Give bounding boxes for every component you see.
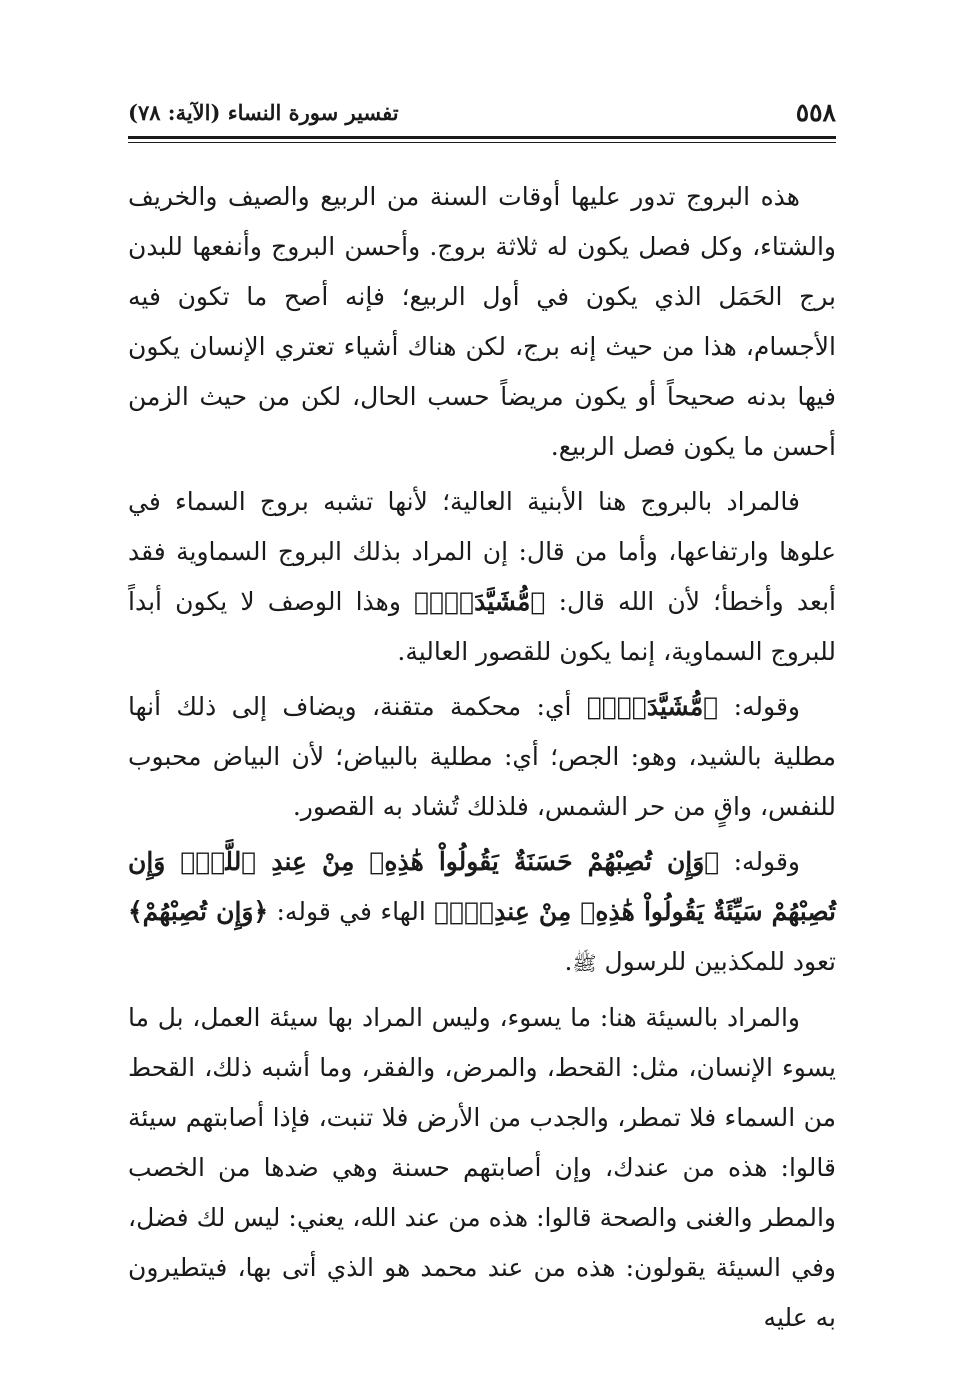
paragraph-hasana-sayyia-verse <box>128 837 836 988</box>
quran-quote: ﴿وَإِن تُصِبْهُمْ حَسَنَةٌ يَقُولُواْ هَٰذِهِۦ مِنْ عِندِ ٱللَّهِۖ وَإِن تُصِبْهُمْ سَيِّئَةٌ يَقُولُواْ هَٰذِهِۦ مِنْ عِندِكَۚ﴾ <box>128 847 836 926</box>
paragraph-text: وهذا الوصف لا يكون أبداً للبروج السماوية، إنما يكون للقصور العالية. <box>128 587 836 666</box>
paragraph-text: تعود للمكذبين للرسول <box>596 947 836 976</box>
quran-quote: ﴿مُّشَيَّدَةٍۗ﴾ <box>586 692 719 721</box>
quran-quote: ﴿وَإِن تُصِبْهُمْ﴾ <box>128 897 269 926</box>
paragraph-meaning-of-sayyia: والمراد بالسيئة هنا: ما يسوء، وليس المراد بها سيئة العمل، بل ما يسوء الإنسان، مثل: القحط، والمرض، والفقر، وما أشبه ذلك، القحط من السماء فلا تمطر، والجدب من الأرض فلا تنبت، فإذا أصابتهم سيئة قالوا: هذه من عندك، وإن أصابتهم حسنة وهي ضدها من الخصب والمطر والغنى والصحة قالوا: هذه من عند الله، يعني: ليس لك فضل، وفي السيئة يقولون: هذه من عند محمد هو الذي أتى بها، فيتطيرون به عليه <box>128 1003 836 1332</box>
page-header <box>128 92 836 132</box>
header-rule-thick <box>128 136 836 139</box>
paragraph-text: وقوله: <box>718 692 800 721</box>
running-title: تفسير سورة النساء (الآية: ٧٨) <box>128 99 399 125</box>
body-text <box>128 172 836 1343</box>
paragraph-mushayyada <box>128 682 836 832</box>
paragraph-zodiac-seasons: هذه البروج تدور عليها أوقات السنة من الربيع والصيف والخريف والشتاء، وكل فصل يكون له ثلاثة بروج. وأحسن البروج وأنفعها للبدن برج الحَمَل الذي يكون في أول الربيع؛ فإنه أصح ما تكون فيه الأجسام، هذا من حيث إنه برج، لكن هناك أشياء تعتري الإنسان يكون فيها بدنه صحيحاً أو يكون مريضاً حسب الحال، لكن من حيث الزمن أحسن ما يكون فصل الربيع. <box>128 182 836 461</box>
page-number: ٥٥٨ <box>795 97 836 127</box>
paragraph-text: الهاء في قوله: <box>268 897 435 926</box>
paragraph-towers-meaning <box>128 477 836 677</box>
paragraph-text: أي: محكمة متقنة، ويضاف إلى ذلك أنها مطلية بالشيد، وهو: الجص؛ أي: مطلية بالبياض؛ لأن البياض محبوب للنفس، واقٍ من حر الشمس، فلذلك تُشاد به القصور. <box>128 692 836 821</box>
paragraph-text: وقوله: <box>719 847 800 876</box>
header-rule-thin <box>128 142 836 143</box>
honorific-symbol: ﷺ <box>572 951 597 975</box>
quran-quote: ﴿مُّشَيَّدَةٍۗ﴾ <box>414 587 546 616</box>
paragraph-text: . <box>564 947 573 976</box>
paragraph-text: فالمراد بالبروج هنا الأبنية العالية؛ لأنها تشبه بروج السماء في علوها وارتفاعها، وأما من قال: إن المراد بذلك البروج السماوية فقد أبعد وأخطأ؛ لأن الله قال: <box>128 487 836 616</box>
